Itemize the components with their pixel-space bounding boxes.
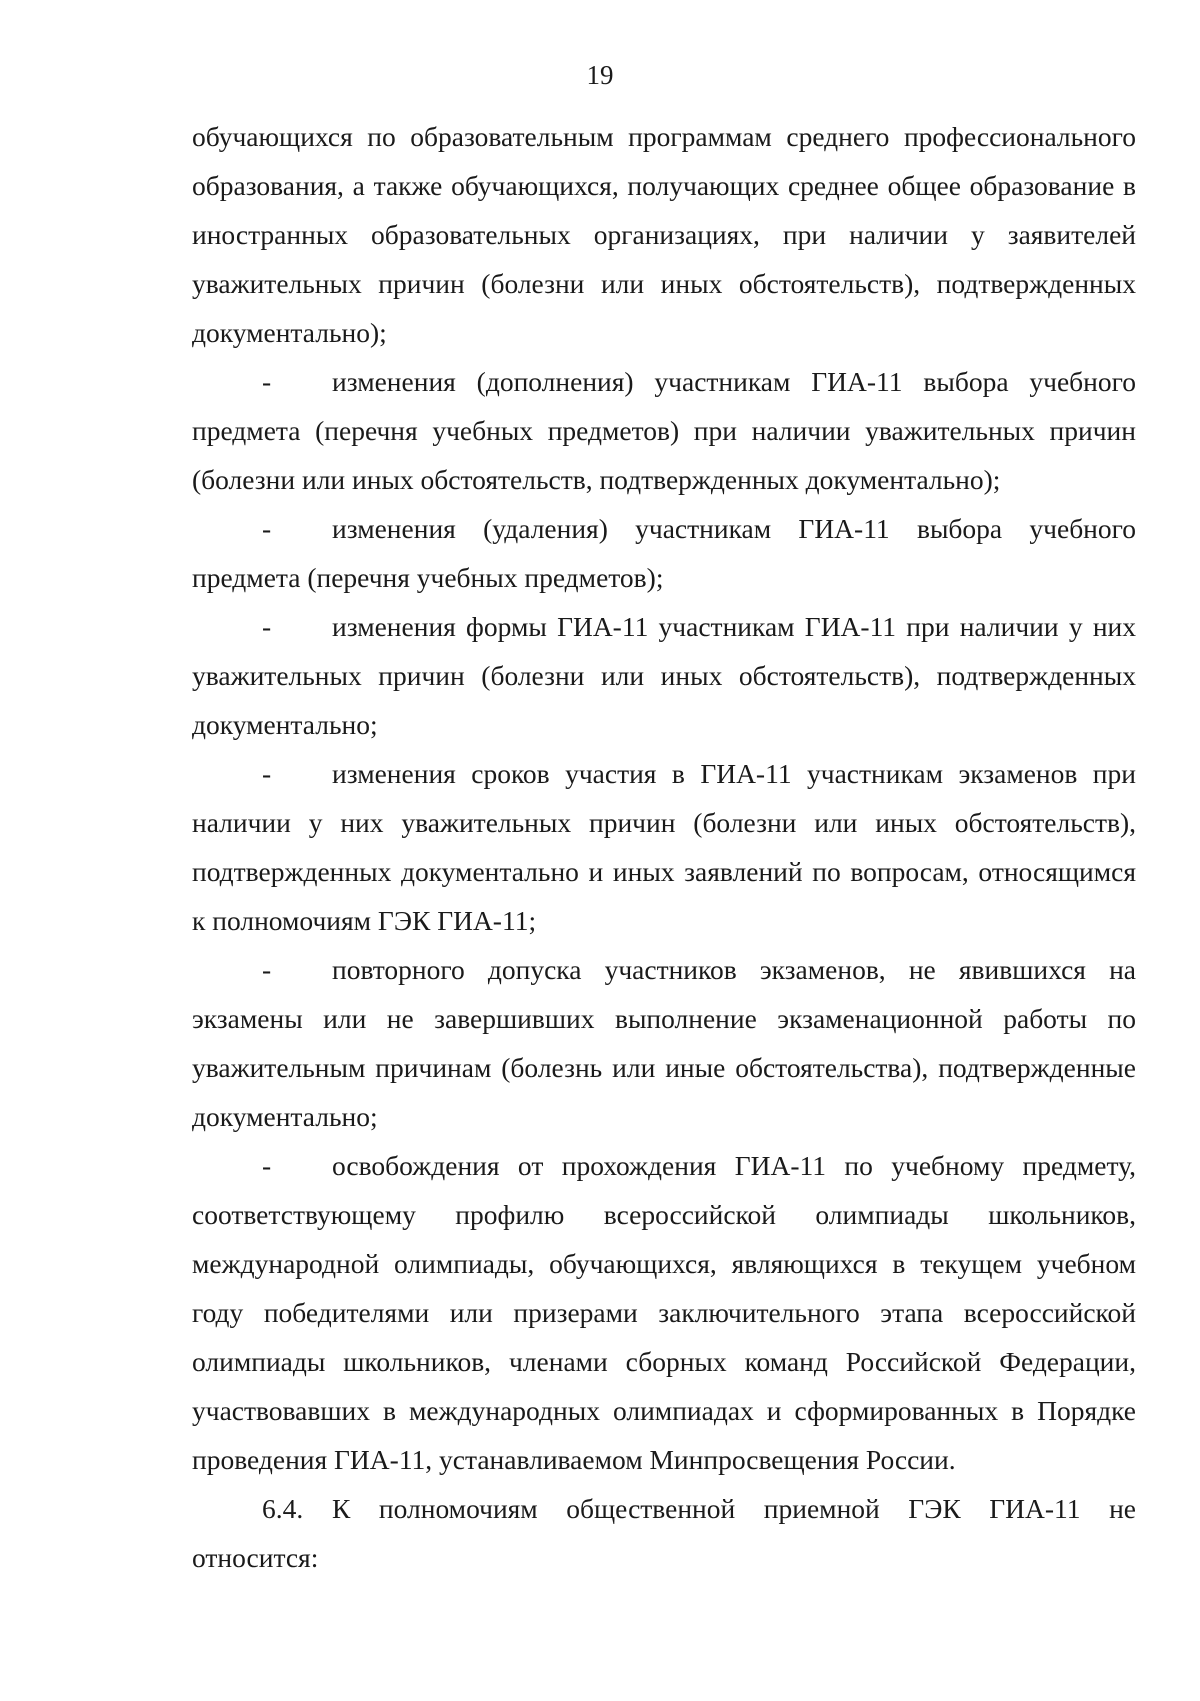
list-dash: - [262, 513, 272, 544]
list-dash: - [262, 1150, 272, 1181]
list-item [192, 1141, 1136, 1484]
list-item-text: изменения формы ГИА-11 участникам ГИА-11 при наличии у них уважительных причин (болезни или иных обстоятельств), подтвержденных документально; [192, 611, 1136, 740]
list-item [192, 945, 1136, 1141]
list-item [192, 749, 1136, 945]
list-dash: - [262, 611, 272, 642]
intro-paragraph: обучающихся по образовательным программам среднего профессионального образования, а также обучающихся, получающих среднее общее образование в иностранных образовательных организациях, при наличии у заявителей уважительных причин (болезни или иных обстоятельств), подтвержденных документально); [192, 121, 1136, 348]
list-dash: - [262, 758, 272, 789]
list-item-text: изменения (удаления) участникам ГИА-11 выбора учебного предмета (перечня учебных предметов); [192, 513, 1136, 593]
list-item [192, 602, 1136, 749]
list-item-text: изменения сроков участия в ГИА-11 участникам экзаменов при наличии у них уважительных причин (болезни или иных обстоятельств), подтвержденных документально и иных заявлений по вопросам, относящимся к полномочиям ГЭК ГИА-11; [192, 758, 1136, 936]
document-body [192, 112, 1136, 1582]
section-number: 6.4. [262, 1493, 304, 1524]
list-item [192, 357, 1136, 504]
section-paragraph [192, 1484, 1136, 1582]
list-item-text: освобождения от прохождения ГИА-11 по учебному предмету, соответствующему профилю всероссийской олимпиады школьников, международной олимпиады, обучающихся, являющихся в текущем учебном году победителями или призерами заключительного этапа всероссийской олимпиады школьников, членами сборных команд Российской Федерации, участвовавших в международных олимпиадах и сформированных в Порядке проведения ГИА-11, устанавливаемом Минпросвещения России. [192, 1150, 1136, 1475]
list-item-text: повторного допуска участников экзаменов, не явившихся на экзамены или не завершивших выполнение экзаменационной работы по уважительным причинам (болезнь или иные обстоятельства), подтвержденные документально; [192, 954, 1136, 1132]
list-dash: - [262, 954, 272, 985]
list-dash: - [262, 366, 272, 397]
page-number: 19 [586, 60, 614, 90]
list-item-text: изменения (дополнения) участникам ГИА-11 выбора учебного предмета (перечня учебных предметов) при наличии уважительных причин (болезни или иных обстоятельств, подтвержденных документально); [192, 366, 1136, 495]
section-text: К полномочиям общественной приемной ГЭК ГИА-11 не относится: [192, 1493, 1136, 1573]
list-item [192, 504, 1136, 602]
